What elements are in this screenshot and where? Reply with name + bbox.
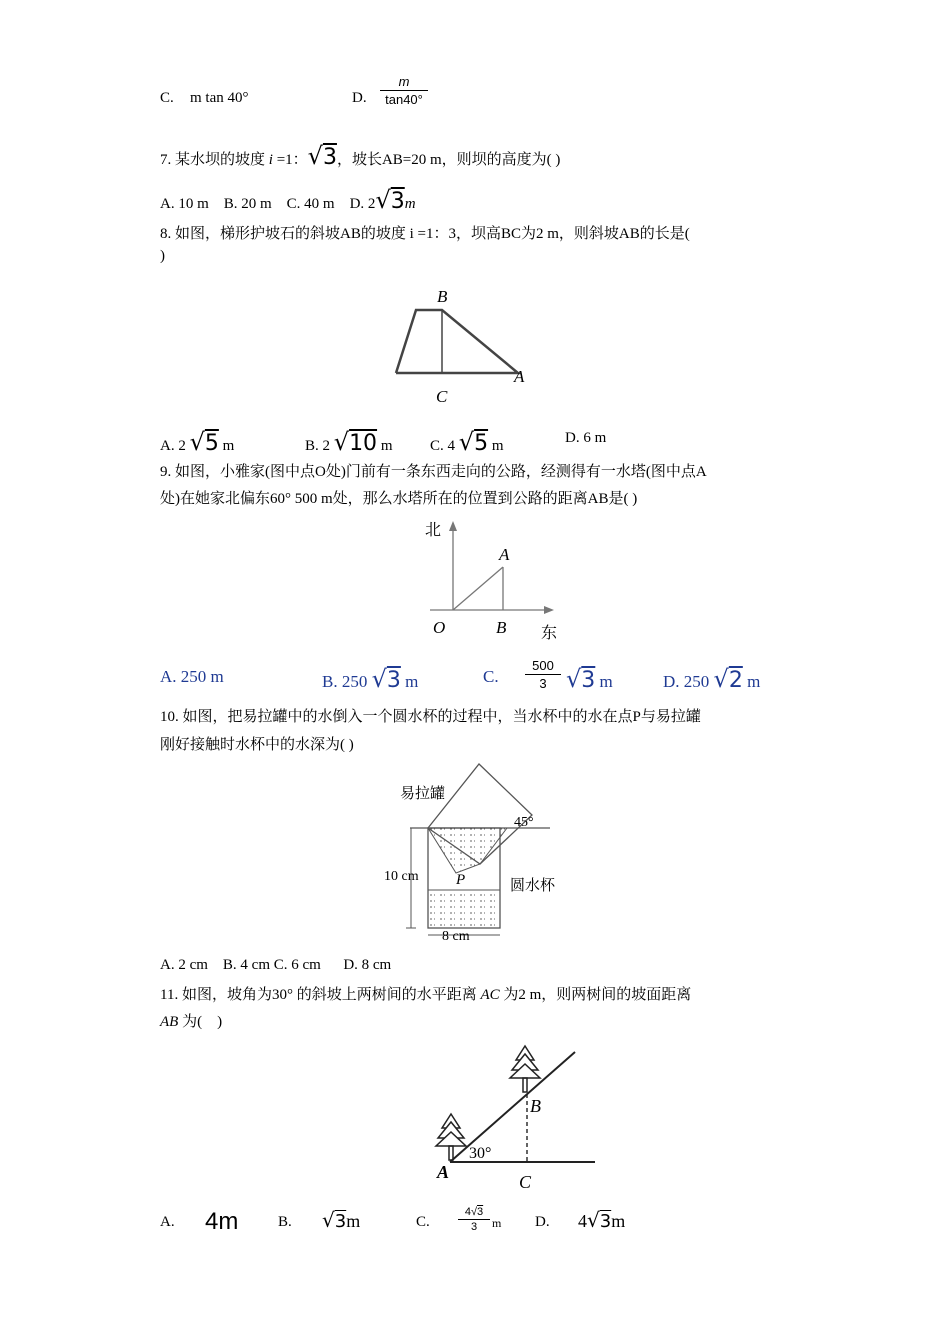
q9-option-a: A. 250 m xyxy=(160,667,224,686)
q9-label-a: A xyxy=(499,545,510,564)
q11-stem-ac: AC xyxy=(480,987,500,1003)
q11-option-d-value xyxy=(578,1208,625,1232)
q11-label-b: B xyxy=(530,1096,541,1116)
q11-option-c-label: C. xyxy=(416,1214,430,1230)
q9-opt-d-unit: m xyxy=(742,672,761,691)
q8-opt-a-unit: m xyxy=(218,438,235,454)
q6-d-denominator: tan40° xyxy=(385,92,423,107)
q8-opt-a-arg: 5 xyxy=(204,431,219,456)
q8-label-b: B xyxy=(437,287,448,306)
q6-option-c-expr: m tan 40° xyxy=(190,90,249,106)
q8-option-d: D. 6 m xyxy=(565,430,607,446)
q9-opt-b-pre: B. 250 xyxy=(322,672,372,691)
q7-stem-pre: 7. 某水坝的坡度 xyxy=(160,152,269,168)
q7-optd-unit: m xyxy=(404,196,416,212)
q8-opt-c-arg: 5 xyxy=(474,431,489,456)
q9-opt-c-unit: m xyxy=(595,672,613,691)
q11-opt-d-unit: m xyxy=(611,1211,626,1231)
sqrt-icon: √ xyxy=(371,665,387,693)
q9-stem-line1: 9. 如图，小雅家(图中点O处)门前有一条东西走向的公路，经测得有一水塔(图中点A xyxy=(160,464,707,480)
q9-option-b xyxy=(322,665,418,693)
sqrt-icon: √ xyxy=(587,1208,600,1232)
q11-option-a-value: 4m xyxy=(205,1208,239,1235)
q8-option-b xyxy=(305,428,392,456)
sqrt-icon: √ xyxy=(375,186,391,214)
q6-option-d-fraction xyxy=(380,74,428,107)
north-arrow-icon xyxy=(449,521,457,531)
sqrt-icon: √ xyxy=(189,428,205,456)
q8-opt-b-arg: 10 xyxy=(349,431,378,456)
q10-label-cup: 圆水杯 xyxy=(510,878,556,894)
q11-option-c-fraction xyxy=(458,1206,490,1233)
tree-icon xyxy=(510,1046,540,1092)
sqrt-icon: √ xyxy=(566,665,582,693)
east-arrow-icon xyxy=(544,606,554,614)
q10-stem-line1: 10. 如图，把易拉罐中的水倒入一个圆水杯的过程中，当水杯中的水在点P与易拉罐 xyxy=(160,709,701,725)
q11-stem-pre: 11. 如图，坡角为30° 的斜坡上两树间的水平距离 xyxy=(160,987,481,1003)
q9-option-c-root xyxy=(566,665,613,693)
q7-sqrt-arg: 3 xyxy=(322,145,337,170)
q11-stem-line2 xyxy=(160,1010,222,1031)
q9-line-oa xyxy=(453,567,503,610)
q7-stem-i: i xyxy=(268,152,273,168)
q8-opt-a-label: A. 2 xyxy=(160,438,190,454)
q7-stem-post: ，坡长AB=20 m，则坝的高度为( ) xyxy=(336,152,561,168)
q9-opt-c-num: 500 xyxy=(532,658,554,673)
q9-label-east: 东 xyxy=(541,625,558,642)
q10-label-angle: 45° xyxy=(514,815,534,830)
q11-label-a: A xyxy=(437,1162,450,1182)
q8-label-c: C xyxy=(436,387,448,406)
q6-d-numerator: m xyxy=(398,74,410,89)
q9-opt-c-den: 3 xyxy=(539,676,547,691)
q8-trapezoid-figure xyxy=(380,278,540,413)
q9-option-c-label: C. xyxy=(483,667,499,686)
q11-label-c: C xyxy=(519,1172,532,1192)
q8-label-a: A xyxy=(514,367,525,386)
q9-direction-figure xyxy=(405,515,575,645)
q6-option-c-label: C. xyxy=(160,90,174,106)
q11-opt-b-unit: m xyxy=(346,1211,361,1231)
q9-opt-d-arg: 2 xyxy=(728,668,743,693)
sqrt-icon: √ xyxy=(470,1206,478,1218)
q8-option-c xyxy=(430,428,503,456)
q8-option-a xyxy=(160,428,234,456)
q6-option-d-label: D. xyxy=(352,90,367,106)
q8-opt-c-label: C. 4 xyxy=(430,438,459,454)
q9-label-b: B xyxy=(496,618,507,637)
sqrt-icon: √ xyxy=(713,665,729,693)
q9-option-c-fraction xyxy=(525,658,561,691)
q9-label-north: 北 xyxy=(425,522,442,539)
q11-label-angle: 30° xyxy=(469,1145,492,1162)
q11-stem-line1 xyxy=(160,983,691,1004)
q11-option-a-label: A. xyxy=(160,1214,175,1230)
q9-opt-b-unit: m xyxy=(400,672,419,691)
q10-label-p: P xyxy=(456,872,466,888)
sqrt-icon: √ xyxy=(322,1208,335,1232)
q11-opt-b-arg: 3 xyxy=(334,1211,347,1232)
q7-options xyxy=(160,186,416,214)
q9-opt-b-arg: 3 xyxy=(386,668,401,693)
q10-cup-water xyxy=(428,890,500,928)
q9-option-d xyxy=(663,665,760,693)
q10-label-can: 易拉罐 xyxy=(400,786,446,802)
q11-opt-c-den: 3 xyxy=(470,1221,478,1233)
q8-stem-line1: 8. 如图，梯形护坡石的斜坡AB的坡度 i =1：3，坝高BC为2 m，则斜坡AB的长是( xyxy=(160,226,690,242)
q11-opt-c-coef: 4 xyxy=(464,1206,471,1218)
q8-trapezoid xyxy=(396,310,518,373)
q10-label-width: 8 cm xyxy=(442,929,470,944)
q11-option-d-label: D. xyxy=(535,1214,550,1230)
q11-opt-d-coef: 4 xyxy=(578,1211,587,1231)
q11-opt-c-arg: 3 xyxy=(477,1206,484,1218)
q8-opt-b-label: B. 2 xyxy=(305,438,334,454)
sqrt-icon: √ xyxy=(307,142,323,170)
q10-stem-line2: 刚好接触时水杯中的水深为( ) xyxy=(160,737,354,753)
q11-stem-ab: AB xyxy=(160,1014,179,1030)
q7-optd-arg: 3 xyxy=(390,189,405,214)
q11-stem-bracket: 为( ) xyxy=(178,1014,223,1030)
q9-opt-d-pre: D. 250 xyxy=(663,672,714,691)
q9-opt-c-arg: 3 xyxy=(581,668,596,693)
q8-opt-b-unit: m xyxy=(377,438,393,454)
q11-slope-figure xyxy=(425,1040,605,1200)
sqrt-icon: √ xyxy=(458,428,475,456)
q11-option-b-value xyxy=(322,1208,360,1232)
q9-stem-line2: 处)在她家北偏东60° 500 m处，那么水塔所在的位置到公路的距离AB是( ) xyxy=(160,491,638,507)
q10-can-cup-figure xyxy=(380,760,580,945)
q8-stem-line2: ) xyxy=(160,248,165,264)
q10-label-height: 10 cm xyxy=(384,869,419,884)
q8-opt-c-unit: m xyxy=(488,438,504,454)
sqrt-icon: √ xyxy=(333,428,350,456)
q9-label-o: O xyxy=(433,618,446,637)
q11-opt-d-arg: 3 xyxy=(599,1211,612,1232)
q11-stem-post: 为2 m，则两树间的坡面距离 xyxy=(499,987,692,1003)
q7-stem xyxy=(160,142,560,170)
q11-option-c-unit: m xyxy=(492,1216,502,1230)
q7-options-text: A. 10 m B. 20 m C. 40 m D. 2 xyxy=(160,196,376,212)
q11-option-b-label: B. xyxy=(278,1214,292,1230)
q10-options: A. 2 cm B. 4 cm C. 6 cm D. 8 cm xyxy=(160,957,392,973)
q7-stem-mid: =1： xyxy=(272,152,308,168)
